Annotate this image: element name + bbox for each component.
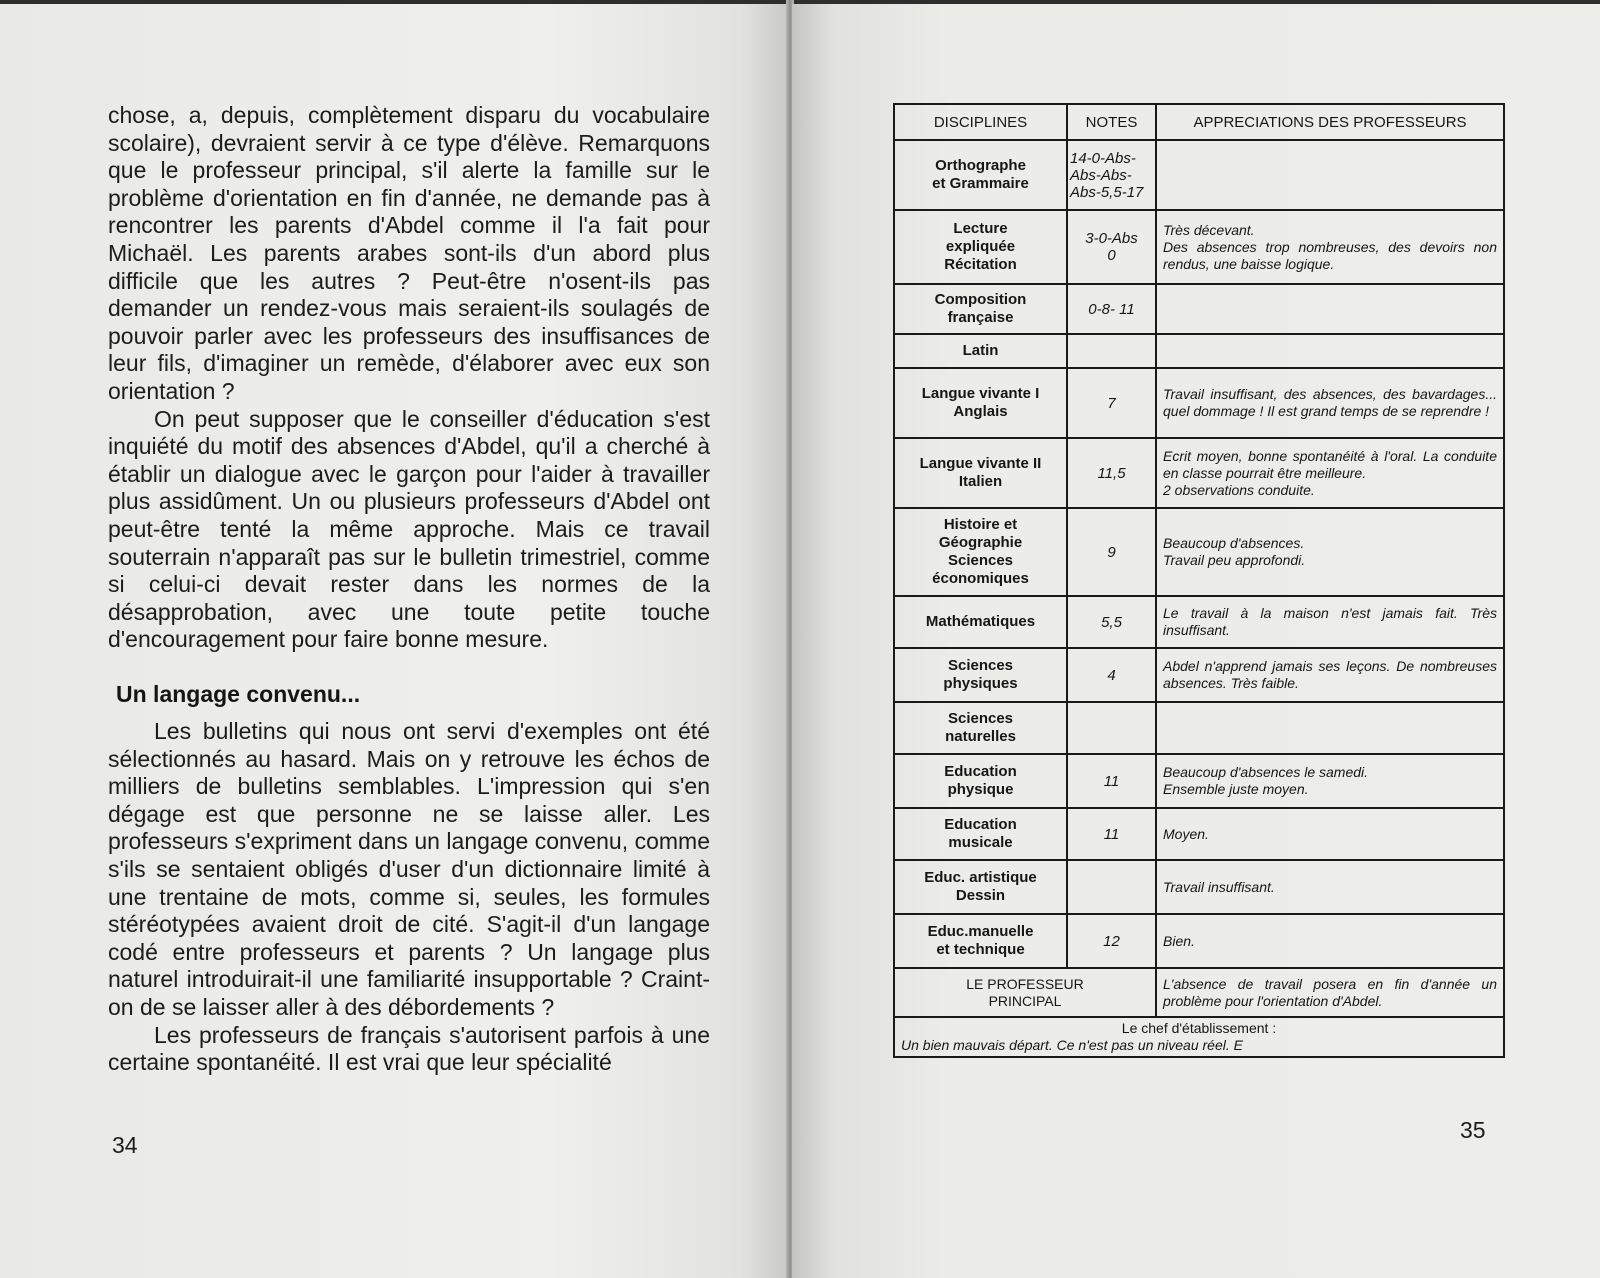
left-page	[0, 4, 788, 1278]
header-disciplines: DISCIPLINES	[894, 104, 1067, 140]
notes-cell: 12	[1067, 914, 1156, 968]
table-row	[894, 508, 1504, 596]
notes-cell: 14-0-Abs- Abs-Abs- Abs-5,5-17	[1067, 140, 1156, 210]
table-row	[894, 914, 1504, 968]
table-row	[894, 596, 1504, 648]
table-row	[894, 210, 1504, 284]
appreciation-cell: Moyen.	[1156, 808, 1504, 860]
paragraph-3: Les bulletins qui nous ont servi d'exemples ont été sélectionnés au hasard. Mais on y retrouve les échos de milliers de bulletins semblables. L'impression qui s'en dégage est que personne ne se laisse aller. Les professeurs s'expriment dans un langage convenu, comme s'ils se sentaient obligés d'user d'un dictionnaire limité à une trentaine de mots, comme si, seules, les formules stéréotypées avaient droit de cité. S'agit-il d'un langage codé entre professeurs et parents ? Un langage plus naturel introduirait-il une familiarité insupportable ? Craint-on de se laisser aller à des débordements ?	[108, 718, 710, 1020]
appreciation-cell	[1156, 334, 1504, 368]
discipline-cell: Education physique	[894, 754, 1067, 808]
discipline-cell: Lecture expliquée Récitation	[894, 210, 1067, 284]
table-row	[894, 808, 1504, 860]
notes-cell: 4	[1067, 648, 1156, 702]
notes-cell	[1067, 334, 1156, 368]
appreciation-cell: Abdel n'apprend jamais ses leçons. De nombreuses absences. Très faible.	[1156, 648, 1504, 702]
report-card-table	[893, 103, 1505, 1058]
notes-cell: 0-8- 11	[1067, 284, 1156, 334]
notes-cell: 3-0-Abs 0	[1067, 210, 1156, 284]
appreciation-cell	[1156, 702, 1504, 754]
discipline-cell: Orthographe et Grammaire	[894, 140, 1067, 210]
notes-cell	[1067, 860, 1156, 914]
appreciation-cell: Ecrit moyen, bonne spontanéité à l'oral. La conduite en classe pourrait être meilleure. 2 observations conduite.	[1156, 438, 1504, 508]
discipline-cell: Mathématiques	[894, 596, 1067, 648]
chef-row	[894, 1017, 1504, 1057]
header-notes: NOTES	[1067, 104, 1156, 140]
table-row	[894, 860, 1504, 914]
table-row	[894, 438, 1504, 508]
notes-cell: 11	[1067, 808, 1156, 860]
appreciation-cell	[1156, 284, 1504, 334]
table-header-row	[894, 104, 1504, 140]
table-row	[894, 754, 1504, 808]
discipline-cell: Educ. artistique Dessin	[894, 860, 1067, 914]
report-card	[893, 103, 1503, 1058]
notes-cell: 5,5	[1067, 596, 1156, 648]
left-text-block-1	[108, 102, 710, 654]
discipline-cell: Composition française	[894, 284, 1067, 334]
discipline-cell: Langue vivante II Italien	[894, 438, 1067, 508]
chef-cell	[894, 1017, 1504, 1057]
table-row	[894, 702, 1504, 754]
principal-label: LE PROFESSEUR PRINCIPAL	[894, 968, 1156, 1017]
appreciation-cell: Le travail à la maison n'est jamais fait. Très insuffisant.	[1156, 596, 1504, 648]
discipline-cell: Sciences naturelles	[894, 702, 1067, 754]
appreciation-cell	[1156, 140, 1504, 210]
table-row	[894, 334, 1504, 368]
paragraph-1: chose, a, depuis, complètement disparu du vocabulaire scolaire), devraient servir à ce type d'élève. Remarquons que le professeur principal, s'il alerte la famille sur le problème d'orientation en fin d'année, ne demande pas à rencontrer les parents d'Abdel comme il l'a fait pour Michaël. Les parents arabes sont-ils d'un abord plus difficile que les autres ? Peut-être n'osent-ils pas demander un rendez-vous mais seraient-ils soulagés de pouvoir parler avec les professeurs des insuffisances de leur fils, d'imaginer un remède, d'élaborer avec eux son orientation ?	[108, 102, 710, 404]
notes-cell: 11	[1067, 754, 1156, 808]
discipline-cell: Sciences physiques	[894, 648, 1067, 702]
table-row	[894, 368, 1504, 438]
principal-comment: L'absence de travail posera en fin d'année un problème pour l'orientation d'Abdel.	[1156, 968, 1504, 1017]
section-heading: Un langage convenu...	[116, 681, 361, 707]
appreciation-cell: Travail insuffisant.	[1156, 860, 1504, 914]
discipline-cell: Educ.manuelle et technique	[894, 914, 1067, 968]
table-row	[894, 284, 1504, 334]
header-appreciations: APPRECIATIONS DES PROFESSEURS	[1156, 104, 1504, 140]
discipline-cell: Latin	[894, 334, 1067, 368]
left-text-block-2	[108, 718, 710, 1077]
discipline-cell: Histoire et Géographie Sciences économiques	[894, 508, 1067, 596]
notes-cell: 11,5	[1067, 438, 1156, 508]
chef-comment: Un bien mauvais départ. Ce n'est pas un niveau réel. E	[901, 1037, 1243, 1053]
notes-cell: 7	[1067, 368, 1156, 438]
notes-cell: 9	[1067, 508, 1156, 596]
table-row	[894, 648, 1504, 702]
chef-title: Le chef d'établissement :	[1121, 1020, 1277, 1036]
appreciation-cell: Travail insuffisant, des absences, des bavardages... quel dommage ! Il est grand temps de se reprendre !	[1156, 368, 1504, 438]
appreciation-cell: Beaucoup d'absences le samedi. Ensemble juste moyen.	[1156, 754, 1504, 808]
table-row	[894, 140, 1504, 210]
paragraph-4: Les professeurs de français s'autorisent parfois à une certaine spontanéité. Il est vrai que leur spécialité	[108, 1021, 710, 1076]
notes-cell	[1067, 702, 1156, 754]
page-number-right: 35	[1460, 1117, 1486, 1143]
appreciation-cell: Bien.	[1156, 914, 1504, 968]
appreciation-cell: Très décevant. Des absences trop nombreuses, des devoirs non rendus, une baisse logique.	[1156, 210, 1504, 284]
page-number-left: 34	[112, 1132, 138, 1158]
appreciation-cell: Beaucoup d'absences. Travail peu approfondi.	[1156, 508, 1504, 596]
principal-row	[894, 968, 1504, 1017]
discipline-cell: Education musicale	[894, 808, 1067, 860]
paragraph-2: On peut supposer que le conseiller d'éducation s'est inquiété du motif des absences d'Abdel, qu'il a cherché à établir un dialogue avec le garçon pour l'aider à travailler plus assidûment. Un ou plusieurs professeurs d'Abdel ont peut-être tenté la même approche. Mais ce travail souterrain n'apparaît pas sur le bulletin trimestriel, comme si celui-ci devait rester dans les normes de la désapprobation, avec une toute petite touche d'encouragement pour faire bonne mesure.	[108, 405, 710, 653]
discipline-cell: Langue vivante I Anglais	[894, 368, 1067, 438]
